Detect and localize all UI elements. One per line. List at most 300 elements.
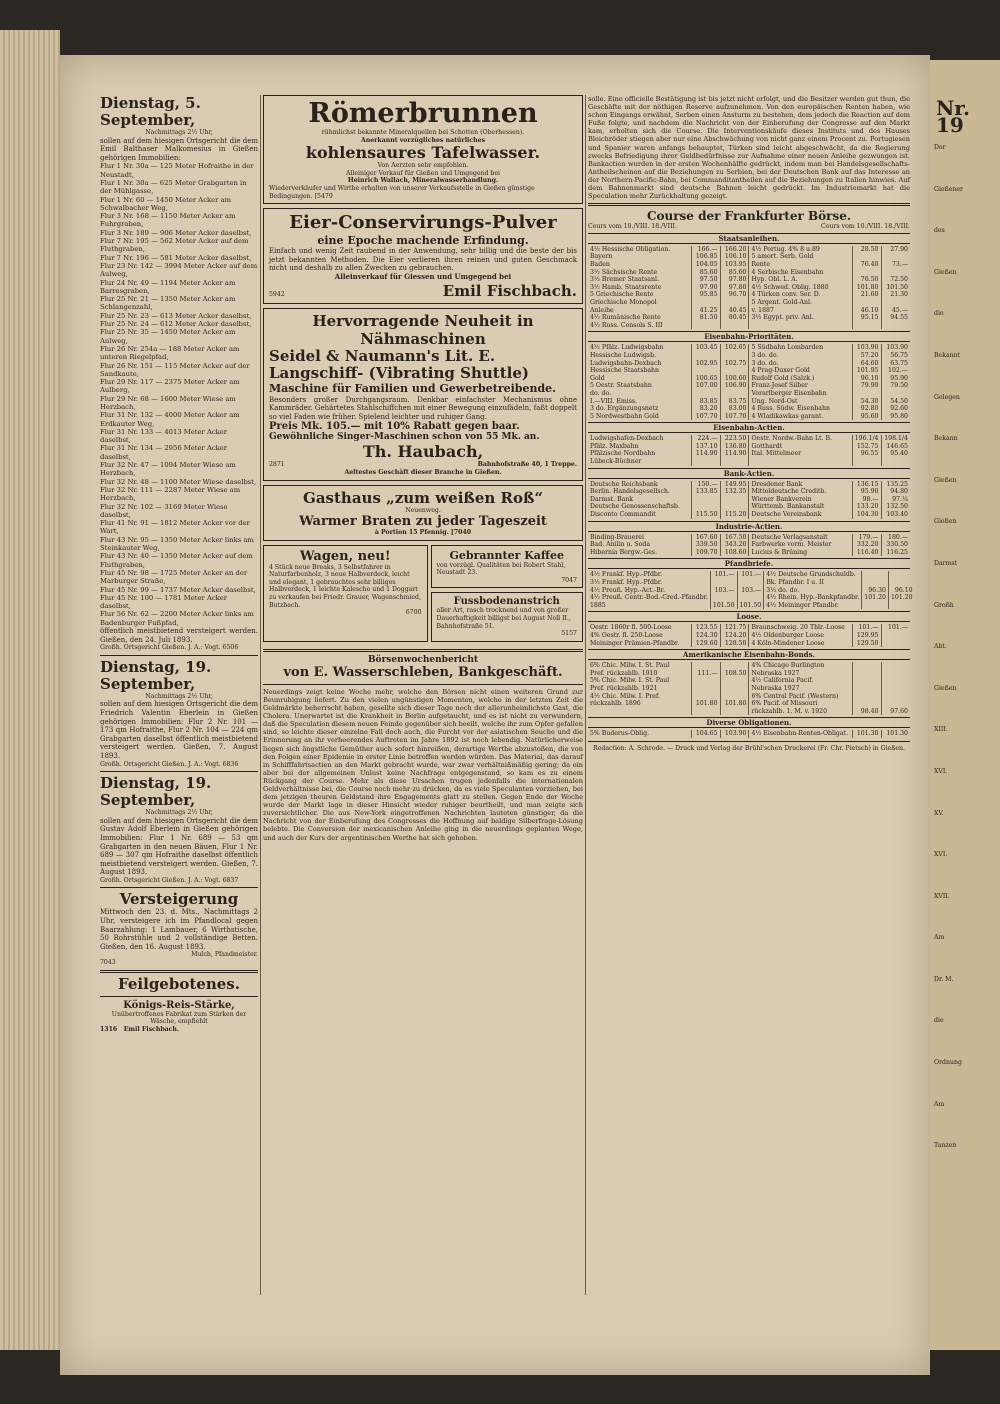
table-cell: 1885	[590, 601, 606, 609]
table-cell: 103.90	[720, 730, 749, 738]
table-cell: 100.60	[720, 375, 749, 383]
table-cell: 4½ Preuß. Centr.-Bod.-Cred.-Pfandbr.	[590, 594, 708, 602]
header-right: Cours vom 10./VIII. 18./VIII.	[821, 223, 910, 231]
table-cell: rückzahlb. 1. M. v. 1920	[749, 708, 852, 716]
table-cell: 135.25	[881, 481, 910, 489]
table-cell: 64.60	[852, 360, 881, 368]
table-cell: 4½ Portug. 4% 8 u.89	[749, 246, 852, 254]
table-cell: 101.—	[881, 624, 910, 632]
table-cell: 5 Argent. Gold-Anl.	[749, 299, 852, 307]
auction-signature-3	[100, 877, 258, 885]
table-cell	[710, 579, 737, 587]
table-cell: 116.40	[852, 549, 881, 557]
auction-signature-2	[100, 761, 258, 769]
table-cell: 95.80	[881, 413, 910, 421]
table-cell	[720, 685, 749, 693]
table-cell: Deutsche Verlagsanstalt	[749, 534, 852, 542]
table-cell: Pfälz. Maxbahn	[590, 442, 639, 450]
reis-staerke-seller	[100, 1026, 258, 1034]
course-table	[588, 624, 910, 647]
table-cell	[720, 458, 749, 466]
eier-sale: Alleinverkauf für Giessen und Umgegend bei	[334, 271, 512, 281]
market-report: solle. Eine officielle Bestätigung ist bis jetzt nicht erfolgt, und die Besitzer werden gut thun, die Geschäfte mit der nöthigen Reserve aufzunehmen. Von den europäischen Renten haben, wie schon Eingangs erwähnt, Serben einen Ansturm zu bestehen, dem jedoch die Reaction auf dem Fuße folgte, und nachdem die Nachricht von der Einberufung der Congresse auf den Markt kam, erholten sich die Course. Die Interventionskäufe dieses Instituts und des Hauses Bleichröder stiegen aber nur eine Abschwächung von nicht ganz einem Procent zu. Portugiesen und Spanier waren anfangs behauptet, Türken sind leicht abgeschwächt, da die Regierung zwecks Befriedigung ihrer Geldbedürfnisse zur Aufnahme einer neuen Anleihe gezwungen ist. Bankactien wurden in der ersten Wochenhälfte gedrückt, indem man bei Handelsgesellschafts-Antheilscheinen auf die Beziehungen zu Serbien, bei der Deutschen Bank auf das Interesse an der Northern-Pacific-Bahn, bei Commanditantheilen auf die Beziehungen zu Italien hinwies. Auf dem Bahnenmarkt sind deutsche Bahnen leicht gedrückt. Im Industriemarkt hat die Speculation mehr Zurückhaltung gezeigt.	[588, 95, 911, 201]
table-cell: 4½ Oldenburger Loose	[749, 632, 852, 640]
table-cell	[862, 579, 889, 587]
ad-number: 2871	[269, 461, 285, 469]
parcel-item: Flur 32 Nr. 48 — 1100 Meter Wiese daselbst,	[100, 477, 257, 486]
table-cell: 101.50	[737, 602, 764, 610]
table-row	[588, 534, 910, 542]
table-row	[588, 450, 910, 458]
table-cell	[691, 367, 720, 375]
table-cell: 133.20	[852, 503, 881, 511]
course-section-title: Staatsanleihen.	[588, 233, 910, 244]
parcel-item: Flur 43 Nr. 40 — 1350 Meter Acker auf dem Fluthgraben,	[100, 552, 253, 569]
header-left: Cours vom 10./VIII. 18./VIII.	[588, 223, 677, 231]
table-cell	[691, 662, 720, 670]
facing-page-line: Bekannt	[934, 351, 961, 359]
table-cell: 104.05	[691, 261, 720, 269]
table-row	[588, 253, 910, 261]
eier-text: Einfach und wenig Zeit raubend in der Anwendung, sehr billig und die beste der bis jetzt bekannten Methoden. Die Eier verlieren ihren reinen und guten Geschmack nicht und deshalb zu allen Zwecken zu gebrauchen.	[269, 247, 577, 273]
table-cell: Ludwigshafen-Dexbach	[590, 435, 664, 443]
table-cell	[710, 594, 737, 602]
table-cell: Deutsche Vereinsbank	[749, 511, 852, 519]
parcel-item: Flur 3 Nr. 168 — 1150 Meter Acker am Fuhrgraben,	[100, 212, 236, 229]
table-cell: 223.50	[720, 435, 749, 443]
table-cell: 101.50	[710, 602, 737, 610]
table-cell: Gold	[590, 374, 605, 382]
table-cell: 146.65	[881, 443, 910, 451]
table-cell	[852, 458, 881, 466]
boerse-head: Börsenwochenbericht	[367, 654, 479, 665]
table-cell	[881, 322, 910, 330]
table-cell: 97.90	[691, 284, 720, 292]
table-cell: Bayern	[590, 253, 613, 261]
table-cell: 4½ Chic. Milw. I. Pref.	[590, 692, 660, 700]
course-table	[588, 534, 910, 557]
table-cell: Bad. Anilin u. Soda	[590, 541, 651, 549]
course-table	[588, 435, 910, 465]
table-cell	[852, 269, 881, 277]
table-cell: 3½ Bremer Staatsanl.	[590, 276, 659, 284]
table-cell: Binding-Brauerei	[590, 533, 644, 541]
table-row	[588, 481, 910, 489]
table-cell: 101.30	[852, 730, 881, 738]
course-sections	[588, 233, 913, 738]
table-cell: 180.—	[881, 534, 910, 542]
versteigerung-text: Mittwoch den 23. d. Mts., Nachmittags 2 Uhr, versteigere ich im Pfandlocal gegen Baarzahlung: 1 Lambauer, 6 Wirthstische, 50 Rohrstühle und 2 vollständige Betten. Gießen, den 16. August 1893.	[100, 908, 258, 951]
table-cell: Franz-Josef Silber	[749, 382, 852, 390]
signature-text: Großh. Ortsgericht Gießen. J. A.: Vogt.	[100, 876, 221, 884]
table-cell	[852, 299, 881, 307]
table-cell: 101.—	[852, 624, 881, 632]
table-cell: 73.—	[881, 261, 910, 269]
table-cell: 95.15	[852, 314, 881, 322]
ad-number: 1316	[100, 1025, 118, 1033]
table-cell: 106.90	[720, 382, 749, 390]
roemerbrunnen-note: Wiederverkäufer und Wirthe erhalten von unserer Verkaufsstelle in Gießen günstige Bedingungen. [5479	[269, 184, 535, 200]
table-cell: 102.65	[720, 344, 749, 352]
table-cell: Dresdener Bank	[749, 481, 852, 489]
table-cell: Berlin. Handelsgesellsch.	[590, 488, 670, 496]
table-row	[588, 398, 910, 406]
ad-number: 6837	[222, 876, 239, 884]
table-cell: 3½ Frankf. Hyp.-Pfdbr.	[590, 579, 663, 586]
table-cell: 4 Prag-Duxer Gold	[749, 367, 852, 375]
table-cell	[852, 685, 881, 693]
ad-number: 5479	[317, 192, 333, 200]
table-row	[588, 579, 915, 587]
table-row	[588, 261, 910, 269]
table-cell	[737, 579, 764, 587]
table-row	[588, 700, 910, 708]
table-cell: 4 Köln-Mindener Loose	[749, 640, 852, 648]
table-cell: Pref. rückzahlb. 1910	[590, 669, 658, 677]
ad-number: 5942	[269, 290, 285, 298]
table-cell: Deutsche Reichsbank	[590, 480, 658, 488]
table-row	[588, 291, 910, 299]
table-cell: 4% Chicago Burlington	[749, 662, 852, 670]
facing-page-line: Gießen	[934, 684, 957, 692]
book-edge	[0, 30, 60, 1350]
table-cell	[852, 253, 881, 261]
table-cell: 101.—	[737, 571, 764, 579]
table-cell: 4 Serbische Eisenbahn	[749, 269, 852, 277]
parcel-item: Flur 45 Nr. 100 — 1781 Meter Acker daselbst,	[100, 593, 228, 611]
table-cell: 4½ Meininger Pfandbr.	[764, 602, 862, 610]
table-cell: 72.50	[881, 276, 910, 284]
note-text: Wiederverkäufer und Wirthe erhalten von unserer Verkaufsstelle in Gießen günstige Bedingungen.	[269, 184, 535, 200]
course-table	[588, 730, 910, 738]
column-divider	[585, 95, 586, 1295]
table-cell	[737, 594, 764, 602]
table-cell: 21.30	[881, 291, 910, 299]
table-cell: 92.80	[852, 405, 881, 413]
table-cell: I.—VIII. Emiss.	[590, 397, 638, 405]
versteigerung-heading: Versteigerung	[119, 890, 239, 909]
table-cell: Pfälzische Nordbahn	[590, 450, 656, 458]
table-cell: 4 Wladikawkas garant.	[749, 413, 852, 421]
naeh-address-row	[269, 461, 577, 469]
table-row	[588, 541, 910, 549]
table-cell	[852, 662, 881, 670]
table-cell: 114.90	[691, 450, 720, 458]
table-cell: 3 do. do.	[749, 352, 852, 360]
table-row	[588, 708, 910, 716]
table-cell	[720, 708, 749, 716]
table-cell	[888, 579, 914, 587]
table-cell: 5 Südbahn Lombarden	[749, 344, 852, 352]
parcel-item: Flur 1 Nr. 60 — 1450 Meter Acker am Schwalbacher Weg,	[100, 195, 232, 212]
table-cell: Oestr. Nordw.-Bahn Lt. B.	[749, 435, 852, 443]
table-cell: 133.85	[691, 488, 720, 496]
newspaper-page	[60, 55, 930, 1375]
parcel-item: Flur 32 Nr. 47 — 1094 Meter Wiese am Herzbach,	[100, 461, 236, 478]
course-section-title: Eisenbahn-Prioritäten.	[588, 331, 910, 342]
table-cell: 108.60	[720, 549, 749, 557]
table-cell: 103.95	[720, 261, 749, 269]
boerse-report: Neuerdings zeigt keine Woche mehr, welche den Börsen nicht einen weiteren Grund zur Beunruhigung liefert. Zu den vielen ungünstigen Momenten, welche in der letzten Zeit die Geldmärkte beherrscht haben, gesellte sich dieser Tage noch der allerunheimlichste Gast, die Cholera. Unerwartet ist die Krankheit in Berlin aufgetaucht, und es ist nicht zu verwundern, daß die Speculation diesem neuen Feinde gegenüber sich beeilt, welche ihr zum Opfer gefallen sind, so leichte dieser einzelne Fall doch auch, die Furcht vor der asiatischen Seuche und die Erinnerung an ihr verheerendes Auftreten im Jahre 1892 ist noch lebendig. Natürlicherweise liegen sich ängstliche Gemüther auch sofort hinreißen, derartige Werthe abzustoßen, die von den Folgen einer Epidemie in erster Linie betroffen werden würden. Das Material, das darauf in Schifffahrtsactien an den Markt gebracht wurde, war zwar verhältnißmäßig gering; da ein aber bei der allgemeinen Unlust keine Nachfrage entgegenstand, so kam es zu einem Rückgang der Course. Mehr als diese Ursachen trugen jedenfalls die internationalen Geldverhältnisse bei, die Course noch mehr zu drücken, da es viele Speculanten vorziehen, bei dem jetzigen theuren Geldstand ihre Engagements glatt zu stellen. Gegen Ende der Woche wurde der Markt lage in dieser Hinsicht wieder ruhiger beurtheilt, und man zeigte sich zuversichtlicher. Die aus New-York eingetroffenen Nachrichten lauteten günstiger, da die Nachricht von der Einberufung des Congresses die Hoffnung auf baldige Silberfrage-Lösung belebte. Die Conversion der mexicanischen Anleihe ging in die neuerdings geplanten Wege, und auch der Kurs der argentinischen Werthe hat sich gehoben.	[263, 687, 583, 842]
table-cell: Hessische Ludwigsb.	[590, 351, 657, 359]
table-cell	[691, 677, 720, 685]
table-cell: 21.60	[852, 291, 881, 299]
table-cell: 98.—	[852, 496, 881, 504]
table-cell	[720, 693, 749, 701]
naeh-seller: Th. Haubach,	[362, 442, 484, 462]
table-cell: 85.60	[720, 269, 749, 277]
table-cell	[691, 693, 720, 701]
table-cell: Vorarlberger Eisenbahn	[749, 390, 852, 398]
table-cell: 167.50	[720, 534, 749, 542]
table-cell: 102.—	[881, 367, 910, 375]
column-market	[588, 95, 913, 753]
table-cell: 4½ California Pacif.	[749, 677, 852, 685]
table-cell	[691, 322, 720, 330]
table-row	[588, 367, 910, 375]
table-cell: 97.80	[720, 284, 749, 292]
roemerbrunnen-big: kohlensaures Tafelwasser.	[305, 143, 541, 163]
table-cell	[881, 269, 910, 277]
table-cell: 124.20	[720, 632, 749, 640]
roemerbrunnen-line: Anerkannt vorzügliches natürliches	[360, 136, 486, 144]
table-cell: 132.50	[881, 503, 910, 511]
table-cell: Nebraska 1927	[749, 685, 852, 693]
roemerbrunnen-seller: Heinrich Wallach, Mineralwasserhandlung.	[347, 177, 499, 185]
table-cell: 5 Oestr. Staatsbahn	[590, 382, 652, 390]
table-cell: 6% Pacif. of Missouri	[749, 700, 852, 708]
table-cell: 101.80	[852, 284, 881, 292]
table-cell: Hessische Staatsbahn	[590, 367, 660, 375]
table-cell	[888, 602, 914, 610]
table-cell	[720, 299, 749, 307]
table-cell: 101.50	[881, 284, 910, 292]
table-cell	[691, 458, 720, 466]
table-cell: 5 Griechische Rente	[590, 291, 654, 299]
table-cell: 128.50	[720, 640, 749, 648]
table-cell: 115.20	[720, 511, 749, 519]
naeh-title: Hervorragende Neuheit in Nähmaschinen	[312, 311, 534, 348]
table-cell: 3 do. Ergänzungsnetz	[590, 405, 659, 413]
eier-ad	[263, 208, 583, 303]
table-cell: Hibernia Bergw.-Ges.	[590, 548, 658, 556]
table-cell: 332.20	[852, 541, 881, 549]
course-section-title: Amerikanische Eisenbahn-Bonds.	[588, 649, 910, 660]
table-cell: 129.60	[691, 640, 720, 648]
kaffee-ad	[431, 545, 584, 589]
table-row	[588, 549, 910, 557]
table-cell: 106.85	[691, 253, 720, 261]
ad-number: 7047	[561, 576, 577, 584]
parcel-item: Flur 26 Nr. 254a — 188 Meter Acker am unteren Riegelpfad,	[100, 344, 240, 362]
table-row	[588, 284, 910, 292]
facing-page-line: XIII.	[934, 726, 948, 734]
table-cell: 102.75	[720, 360, 749, 368]
table-row	[588, 488, 910, 496]
table-cell: Gotthardt	[749, 443, 852, 451]
facing-page-head: Nr. 19	[936, 96, 970, 137]
auction-close-1: öffentlich meistbietend versteigert werden. Gießen, den 24. Juli 1893.	[100, 627, 258, 644]
fussboden-ad	[431, 592, 584, 641]
table-cell: 101.20	[888, 594, 914, 602]
table-cell: Württemb. Bankanstalt	[749, 503, 852, 511]
table-cell: Anleihe	[590, 306, 614, 314]
table-cell: 83.85	[691, 398, 720, 406]
table-row	[588, 344, 910, 352]
course-section-title: Pfandbriefe.	[588, 558, 910, 569]
table-cell: 109.70	[691, 549, 720, 557]
price-text: à Portion 15 Pfennig.	[374, 529, 449, 537]
table-cell: 3 do. do.	[749, 360, 852, 368]
table-cell	[720, 503, 749, 511]
table-cell	[691, 503, 720, 511]
table-cell: Griechische Monopol	[590, 298, 657, 306]
versteigerung-signature: Mulch, Pfandmeister.	[191, 951, 258, 959]
table-row	[588, 632, 910, 640]
table-cell: 45.—	[881, 307, 910, 315]
facing-page-line: Großh	[934, 601, 954, 609]
seller-name: Emil Fischbach.	[123, 1025, 180, 1033]
table-cell	[720, 677, 749, 685]
table-cell	[881, 700, 910, 708]
table-cell: 79.90	[852, 382, 881, 390]
course-section-title: Loose.	[588, 611, 910, 622]
auction-text-2: sollen auf dem hiesigen Ortsgericht die dem Friedrich Valentin Eberlein in Gießen gehörigen Immobilien: Flur 2 Nr. 101 — 173 qm Hofraithe, Flur 2 Nr. 104 — 224 qm Grabgarten daselbst öffentlich meistbietend versteigert werden. Gießen, 7. August 1893.	[100, 700, 258, 760]
gasthaus-price: à Portion 15 Pfennig. [7040	[374, 529, 472, 537]
facing-page-lines	[930, 144, 1000, 1150]
table-cell: Hyp. Obl. L. A.	[749, 276, 852, 284]
parcel-item: Flur 29 Nr. 68 — 1600 Meter Wiese am Herzbach,	[100, 394, 236, 411]
table-cell	[852, 670, 881, 678]
table-cell: 54.30	[852, 398, 881, 406]
table-cell: 3½ Hamb. Staatsrente	[590, 283, 662, 291]
naeh-line-1: Seidel & Naumann's Lit. E.	[269, 346, 496, 365]
table-cell: 4 Türken conv. Ser. D.	[749, 291, 852, 299]
table-cell: 101.95	[852, 367, 881, 375]
table-cell	[881, 253, 910, 261]
table-cell	[749, 458, 852, 466]
table-cell	[852, 693, 881, 701]
table-cell: 150.—	[691, 481, 720, 489]
auction-heading-3: Dienstag, 19. September,	[100, 774, 212, 810]
table-cell: 111.—	[691, 670, 720, 678]
table-cell: Rente	[749, 261, 852, 269]
table-cell	[691, 352, 720, 360]
parcel-item: Flur 32 Nr. 102 — 3169 Meter Wiese daselbst,	[100, 502, 228, 519]
table-row	[588, 602, 915, 610]
table-row	[588, 670, 910, 678]
table-cell: 104.65	[691, 730, 720, 738]
table-cell: Farbwerke vorm. Meister	[749, 541, 852, 549]
table-row	[588, 640, 910, 648]
facing-page-line: Der	[934, 144, 946, 151]
auction-time-2: Nachmittags 2½ Uhr,	[145, 692, 213, 700]
table-cell: 95.60	[852, 413, 881, 421]
table-cell: 96.10	[888, 587, 914, 595]
table-cell: 129.50	[852, 640, 881, 648]
table-cell	[881, 662, 910, 670]
table-cell: 106.10	[720, 253, 749, 261]
course-table	[588, 571, 915, 609]
signature-text: Großh. Ortsgericht Gießen. J. A.: Vogt.	[100, 644, 221, 652]
course-section-title: Diverse Obligationen.	[588, 717, 910, 728]
table-cell: 94.55	[881, 314, 910, 322]
table-cell	[691, 299, 720, 307]
table-cell: 95.90	[852, 488, 881, 496]
eier-sub: eine Epoche machende Erfindung.	[317, 234, 529, 248]
table-row	[588, 375, 910, 383]
table-cell: Bk. Pfandbr. I u. II	[764, 579, 862, 587]
table-row	[588, 390, 910, 398]
naeh-note: Aeltestes Geschäft dieser Branche in Gießen.	[344, 468, 502, 476]
parcel-list	[100, 162, 258, 627]
table-cell: 136.80	[720, 443, 749, 451]
table-cell: 115.50	[691, 511, 720, 519]
table-row	[588, 730, 910, 738]
fussboden-title: Fussbodenanstrich	[453, 596, 560, 608]
course-table	[588, 246, 910, 330]
table-cell: 76.50	[852, 276, 881, 284]
wagen-title: Wagen, neu!	[299, 548, 391, 564]
table-row	[588, 322, 910, 330]
facing-page-line: Dr. M.	[934, 975, 954, 983]
table-cell: 3½ do. do.	[764, 587, 862, 595]
column-divider	[260, 95, 261, 1295]
table-cell: 28.50	[852, 246, 881, 254]
table-cell: 121.75	[720, 624, 749, 632]
table-cell: rückzahlb. 1896	[590, 700, 641, 708]
table-cell	[852, 700, 881, 708]
table-cell: Ung. Nord-Ost	[749, 398, 852, 406]
table-cell	[881, 685, 910, 693]
table-cell: Lübeck-Büchner	[590, 458, 642, 466]
course-section-title: Bank-Actien.	[588, 468, 910, 479]
table-cell: 198.1/4	[881, 435, 910, 443]
ad-number: 7040	[453, 529, 472, 537]
table-row	[588, 382, 910, 390]
table-cell: Oestr. 1860r fl. 500-Loose	[590, 624, 672, 632]
table-cell: 80.45	[720, 314, 749, 322]
auction-signature-1	[100, 644, 258, 652]
roemerbrunnen-sub: rühmlichst bekannte Mineralquellen bei Schotten (Oberhessen).	[321, 129, 525, 136]
table-cell: 107.70	[691, 413, 720, 421]
table-cell: 95.85	[691, 291, 720, 299]
table-row	[588, 685, 910, 693]
kaffee-title: Gebrannter Kaffee	[449, 548, 564, 562]
parcel-item: Flur 25 Nr. 24 — 612 Meter Acker daselbst,	[100, 320, 252, 329]
column-advertisements	[263, 95, 583, 842]
ad-number: 7043	[100, 959, 116, 967]
table-cell: 343.20	[720, 541, 749, 549]
table-cell: 56.75	[881, 352, 910, 360]
parcel-item: Flur 56 Nr. 62 — 2200 Meter Acker links am Badenburger Fußpfad,	[100, 610, 254, 627]
table-cell: 41.25	[691, 307, 720, 315]
table-cell: 95.40	[881, 450, 910, 458]
table-cell: 4½ Preuß. Hyp.-Act.-Br.	[590, 586, 665, 594]
facing-page	[930, 60, 1000, 1350]
parcel-item: Flur 32 Nr. 111 — 2287 Meter Wiese am Herzbach,	[100, 485, 241, 503]
table-cell	[852, 322, 881, 330]
table-row	[588, 496, 910, 504]
facing-page-line: Ordnung	[934, 1059, 962, 1067]
course-table	[588, 662, 910, 715]
table-cell: 6% Central Pacif. (Western)	[749, 693, 852, 701]
table-row	[588, 458, 910, 466]
table-cell	[720, 352, 749, 360]
table-cell: Braunschweig. 20 Thlr.-Loose	[749, 624, 852, 632]
table-cell: Disconto Commandit	[590, 511, 656, 519]
table-row	[588, 503, 910, 511]
